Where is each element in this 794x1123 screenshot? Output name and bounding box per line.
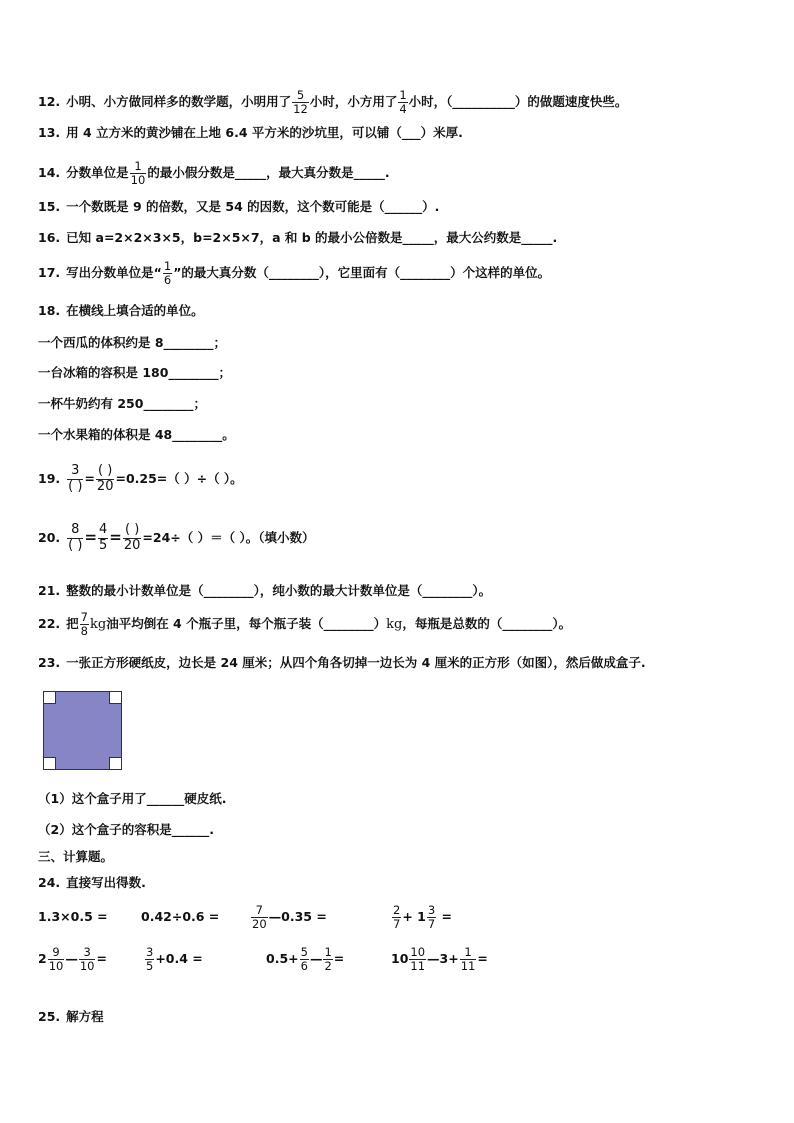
question-19: 19. $\frac{3}{( )}$ = $\frac{( )}{20}$ =0.25=（ ）÷（ ）。 (38, 463, 243, 494)
fraction-8-blank: $\frac{8}{( )}$ (68, 522, 83, 553)
fraction-9-10: $\frac{9}{10}$ (48, 945, 64, 974)
fraction-1-10: $\frac{1}{10}$ (130, 159, 146, 188)
section-3-heading: 三、计算题。 (38, 849, 114, 864)
fraction-3-5: $\frac{3}{5}$ (146, 945, 154, 974)
calc-3-5-plus: $\frac{3}{5}$ +0.4 = (146, 945, 203, 974)
calc-0-5-plus: 0.5+ $\frac{5}{6}$ — $\frac{1}{2}$ = (266, 945, 345, 974)
q18-line-fruitbox: 一个水果箱的体积是 48________。 (38, 427, 235, 442)
question-24-title: 24. 直接写出得数. (38, 875, 146, 890)
question-13: 13. 用 4 立方米的黄沙铺在上地 6.4 平方米的沙坑里，可以铺（___）米厚. (38, 125, 463, 140)
corner-cut-bottom-left (44, 758, 56, 770)
q18-line-milk: 一杯牛奶约有 250________； (38, 396, 206, 411)
question-12: 12. 小明、小方做同样多的数学题，小明用了 $\frac{5}{12}$ 小时，小方用了 $\frac{1}{4}$ 小时，（__________）的做题速度快些。 (38, 88, 628, 117)
q18-line-watermelon: 一个西瓜的体积约是 8________； (38, 335, 227, 350)
question-22: 22. 把 $\frac{7}{8}$ kg油平均倒在 4 个瓶子里，每个瓶子装（________）kg，每瓶是总数的（________）。 (38, 610, 572, 639)
fraction-blank-20-b: $\frac{( )}{20}$ (123, 522, 141, 553)
fraction-blank-20: $\frac{( )}{20}$ (96, 463, 114, 494)
corner-cut-bottom-right (110, 758, 122, 770)
calc-10-10-11: 10 $\frac{10}{11}$ —3+ $\frac{1}{11}$ = (391, 945, 488, 974)
question-18-title: 18. 在横线上填合适的单位。 (38, 303, 204, 318)
question-20: 20. $\frac{8}{( )}$ = $\frac{4}{5}$ = $\frac{( )}{20}$ =24÷（ ）＝（ ）。（填小数） (38, 522, 315, 553)
question-23: 23. 一张正方形硬纸皮，边长是 24 厘米；从四个角各切掉一边长为 4 厘米的正方形（如图），然后做成盒子. (38, 655, 646, 670)
fraction-4-5: $\frac{4}{5}$ (99, 522, 108, 553)
fraction-3-7: $\frac{3}{7}$ (427, 903, 436, 932)
question-14: 14. 分数单位是 $\frac{1}{10}$ 的最小假分数是_____，最大真分数是_____. (38, 159, 390, 188)
fraction-3-10: $\frac{3}{10}$ (79, 945, 95, 974)
fraction-1-6: $\frac{1}{6}$ (163, 259, 172, 288)
fraction-2-7: $\frac{2}{7}$ (393, 903, 401, 932)
fraction-5-12: $\frac{5}{12}$ (293, 88, 308, 117)
corner-cut-top-left (44, 692, 56, 704)
corner-cut-top-right (110, 692, 122, 704)
question-16: 16. 已知 a=2×2×3×5，b=2×5×7，a 和 b 的最小公倍数是_____，最大公约数是_____. (38, 230, 558, 245)
calc-7-20-minus: $\frac{7}{20}$ —0.35 = (252, 903, 327, 932)
fraction-1-4: $\frac{1}{4}$ (399, 88, 407, 117)
calc-1-3x0-5: 1.3×0.5 = (38, 909, 108, 924)
fraction-3-blank: $\frac{3}{( )}$ (68, 463, 83, 494)
calc-2-9-10: 2 $\frac{9}{10}$ — $\frac{3}{10}$ = (38, 945, 107, 974)
fraction-1-2: $\frac{1}{2}$ (324, 945, 332, 974)
fraction-10-11: $\frac{10}{11}$ (410, 945, 426, 974)
question-17: 17. 写出分数单位是“ $\frac{1}{6}$ ”的最大真分数（________），它里面有（________）个这样的单位。 (38, 259, 551, 288)
question-25-title: 25. 解方程 (38, 1009, 104, 1024)
fraction-1-11: $\frac{1}{11}$ (460, 945, 476, 974)
question-15: 15. 一个数既是 9 的倍数，又是 54 的因数，这个数可能是（______）. (38, 199, 440, 214)
q23-part-1: （1）这个盒子用了______硬皮纸. (38, 791, 227, 806)
calc-2-7-plus: $\frac{2}{7}$ + 1 $\frac{3}{7}$ = (393, 903, 453, 932)
fraction-7-20: $\frac{7}{20}$ (252, 903, 267, 932)
fraction-7-8: $\frac{7}{8}$ (80, 610, 88, 639)
fraction-5-6: $\frac{5}{6}$ (300, 945, 308, 974)
q18-line-fridge: 一台冰箱的容积是 180________； (38, 365, 231, 380)
calc-0-42div0-6: 0.42÷0.6 = (141, 909, 220, 924)
question-21: 21. 整数的最小计数单位是（________），纯小数的最大计数单位是（________）。 (38, 583, 492, 598)
cardboard-square-figure (43, 691, 122, 770)
q23-part-2: （2）这个盒子的容积是______. (38, 822, 214, 837)
